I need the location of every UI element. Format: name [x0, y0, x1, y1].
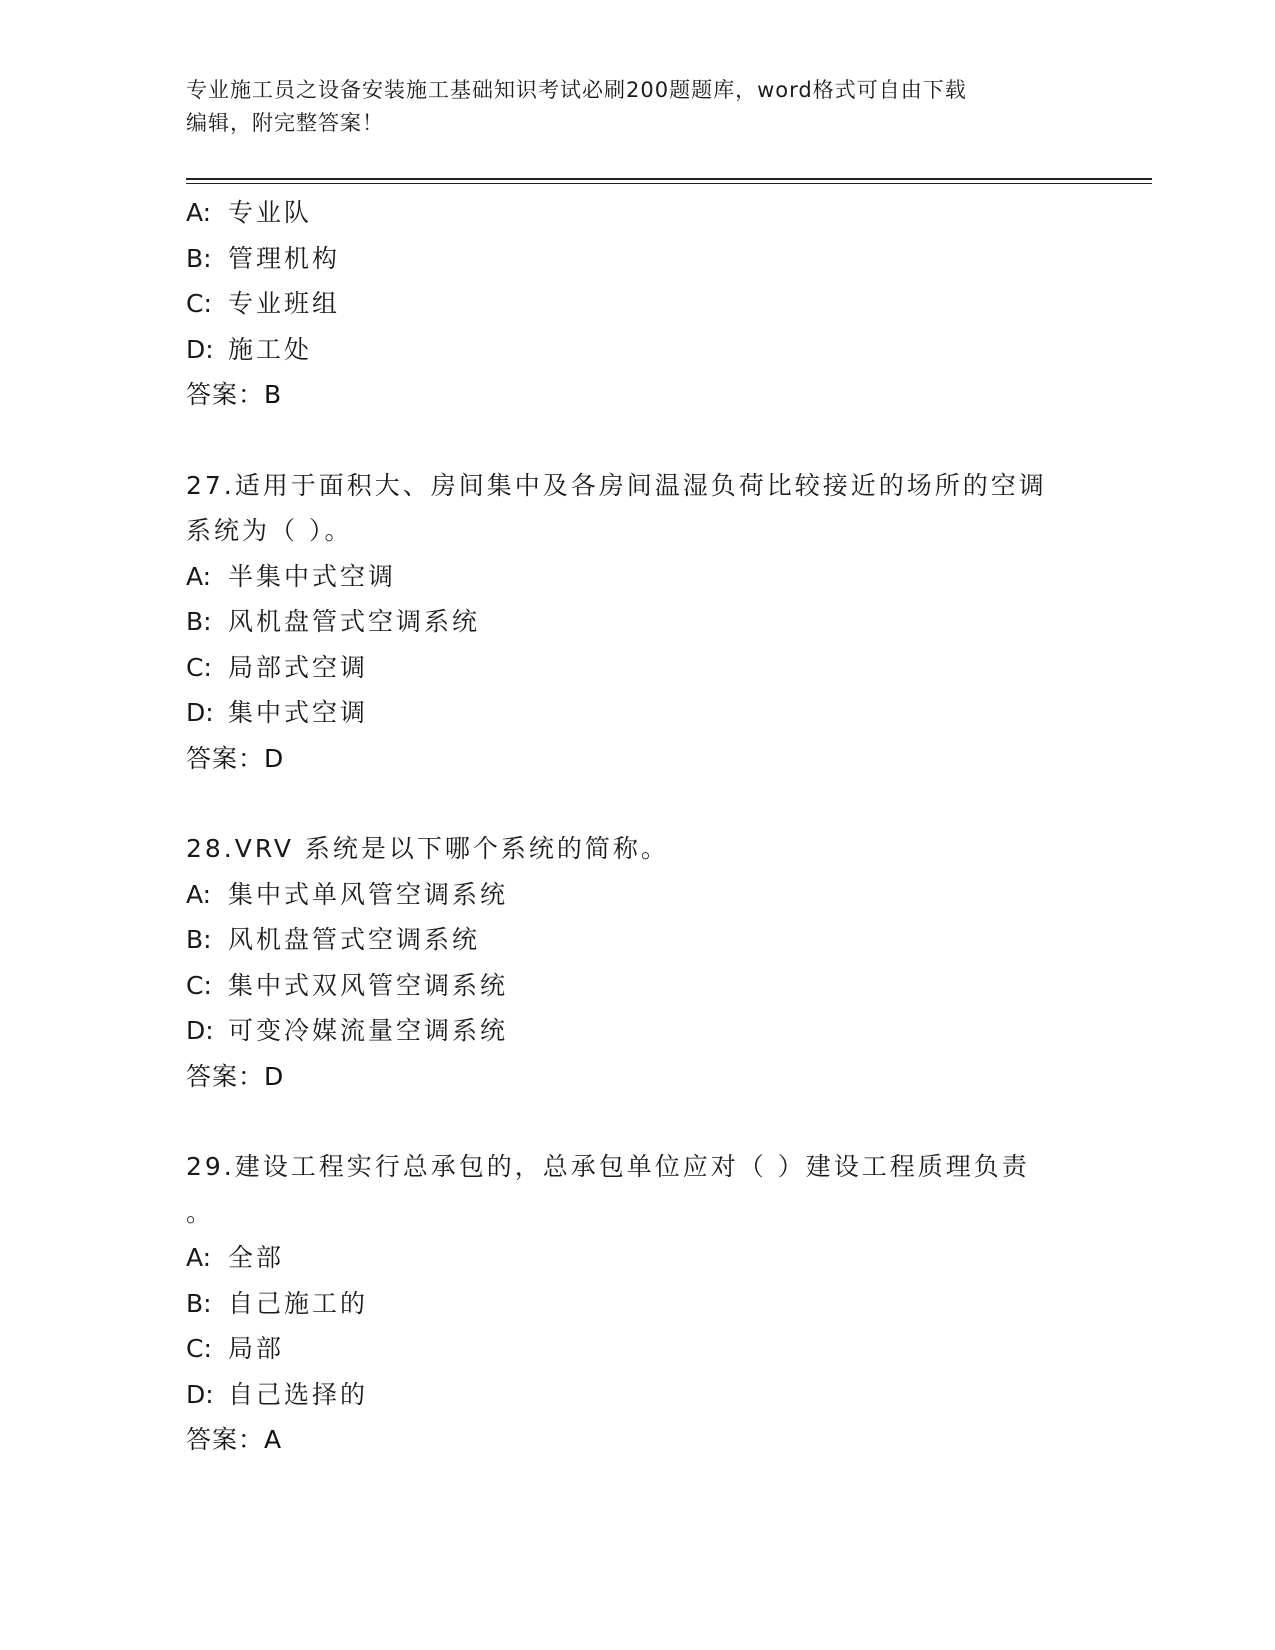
option-text: 局部: [228, 1334, 285, 1363]
option-b: [186, 236, 1086, 282]
option-letter: A:: [186, 1243, 212, 1272]
question-stem-line-1: 29.建设工程实行总承包的，总承包单位应对（ ）建设工程质理负责: [186, 1152, 1030, 1181]
option-text: 半集中式空调: [228, 561, 397, 591]
option-letter: C:: [186, 1334, 212, 1363]
option-letter: B:: [186, 1288, 212, 1318]
option-letter: A:: [186, 198, 212, 227]
option-b: [186, 1281, 1086, 1327]
answer-line: 答案：D: [186, 743, 285, 773]
header-divider-thin: [186, 183, 1152, 184]
option-text: 集中式单风管空调系统: [228, 879, 509, 909]
option-d: [186, 327, 1086, 373]
option-letter: B:: [186, 925, 212, 954]
option-text: 专业队: [228, 198, 313, 227]
header-title-line-1: 专业施工员之设备安装施工基础知识考试必刷200题题库，word格式可自由下载: [186, 78, 967, 102]
option-c: [186, 1326, 1086, 1372]
header-divider-thick: [186, 178, 1152, 180]
answer-line: 答案：A: [186, 1425, 283, 1454]
option-c: [186, 645, 1086, 691]
option-b: [186, 599, 1086, 645]
option-c: [186, 963, 1086, 1009]
question-list: [186, 190, 1086, 1463]
option-c: [186, 281, 1086, 327]
option-text: 自己选择的: [228, 1379, 369, 1409]
answer-line: 答案：D: [186, 1061, 285, 1091]
question-stem-line-1: 28.VRV 系统是以下哪个系统的简称。: [186, 834, 669, 863]
option-d: [186, 1008, 1086, 1054]
option-letter: A:: [186, 879, 212, 909]
option-letter: B:: [186, 607, 212, 636]
answer-line: 答案：B: [186, 380, 283, 409]
option-d: [186, 690, 1086, 736]
option-text: 集中式双风管空调系统: [228, 970, 509, 1000]
option-letter: D:: [186, 698, 214, 727]
question-26: [186, 190, 1086, 418]
question-stem-line-2: 系统为（ ）。: [186, 516, 353, 545]
option-a: [186, 872, 1086, 918]
option-letter: C:: [186, 289, 212, 318]
option-text: 风机盘管式空调系统: [228, 925, 481, 954]
option-letter: B:: [186, 243, 212, 273]
option-letter: C:: [186, 970, 212, 1000]
option-text: 风机盘管式空调系统: [228, 607, 481, 636]
option-letter: D:: [186, 1379, 214, 1409]
option-text: 自己施工的: [228, 1288, 369, 1318]
question-29: [186, 1144, 1086, 1463]
option-text: 全部: [228, 1243, 285, 1272]
option-letter: D:: [186, 334, 214, 364]
option-b: [186, 917, 1086, 963]
question-stem-line-2: 。: [186, 1197, 215, 1227]
option-text: 专业班组: [228, 289, 341, 318]
option-text: 集中式空调: [228, 698, 369, 727]
option-text: 局部式空调: [228, 652, 369, 682]
document-header: [186, 74, 1066, 140]
option-a: [186, 554, 1086, 600]
option-letter: A:: [186, 561, 212, 591]
option-text: 施工处: [228, 334, 313, 364]
option-letter: D:: [186, 1016, 214, 1045]
option-text: 可变冷媒流量空调系统: [228, 1016, 509, 1045]
question-28: [186, 826, 1086, 1099]
option-text: 管理机构: [228, 243, 341, 273]
header-title-line-2: 编辑，附完整答案！: [186, 111, 384, 135]
option-d: [186, 1372, 1086, 1418]
question-stem-line-1: 27.适用于面积大、房间集中及各房间温湿负荷比较接近的场所的空调: [186, 470, 1047, 500]
option-a: [186, 1235, 1086, 1281]
option-a: [186, 190, 1086, 236]
question-27: [186, 463, 1086, 782]
option-letter: C:: [186, 652, 212, 682]
